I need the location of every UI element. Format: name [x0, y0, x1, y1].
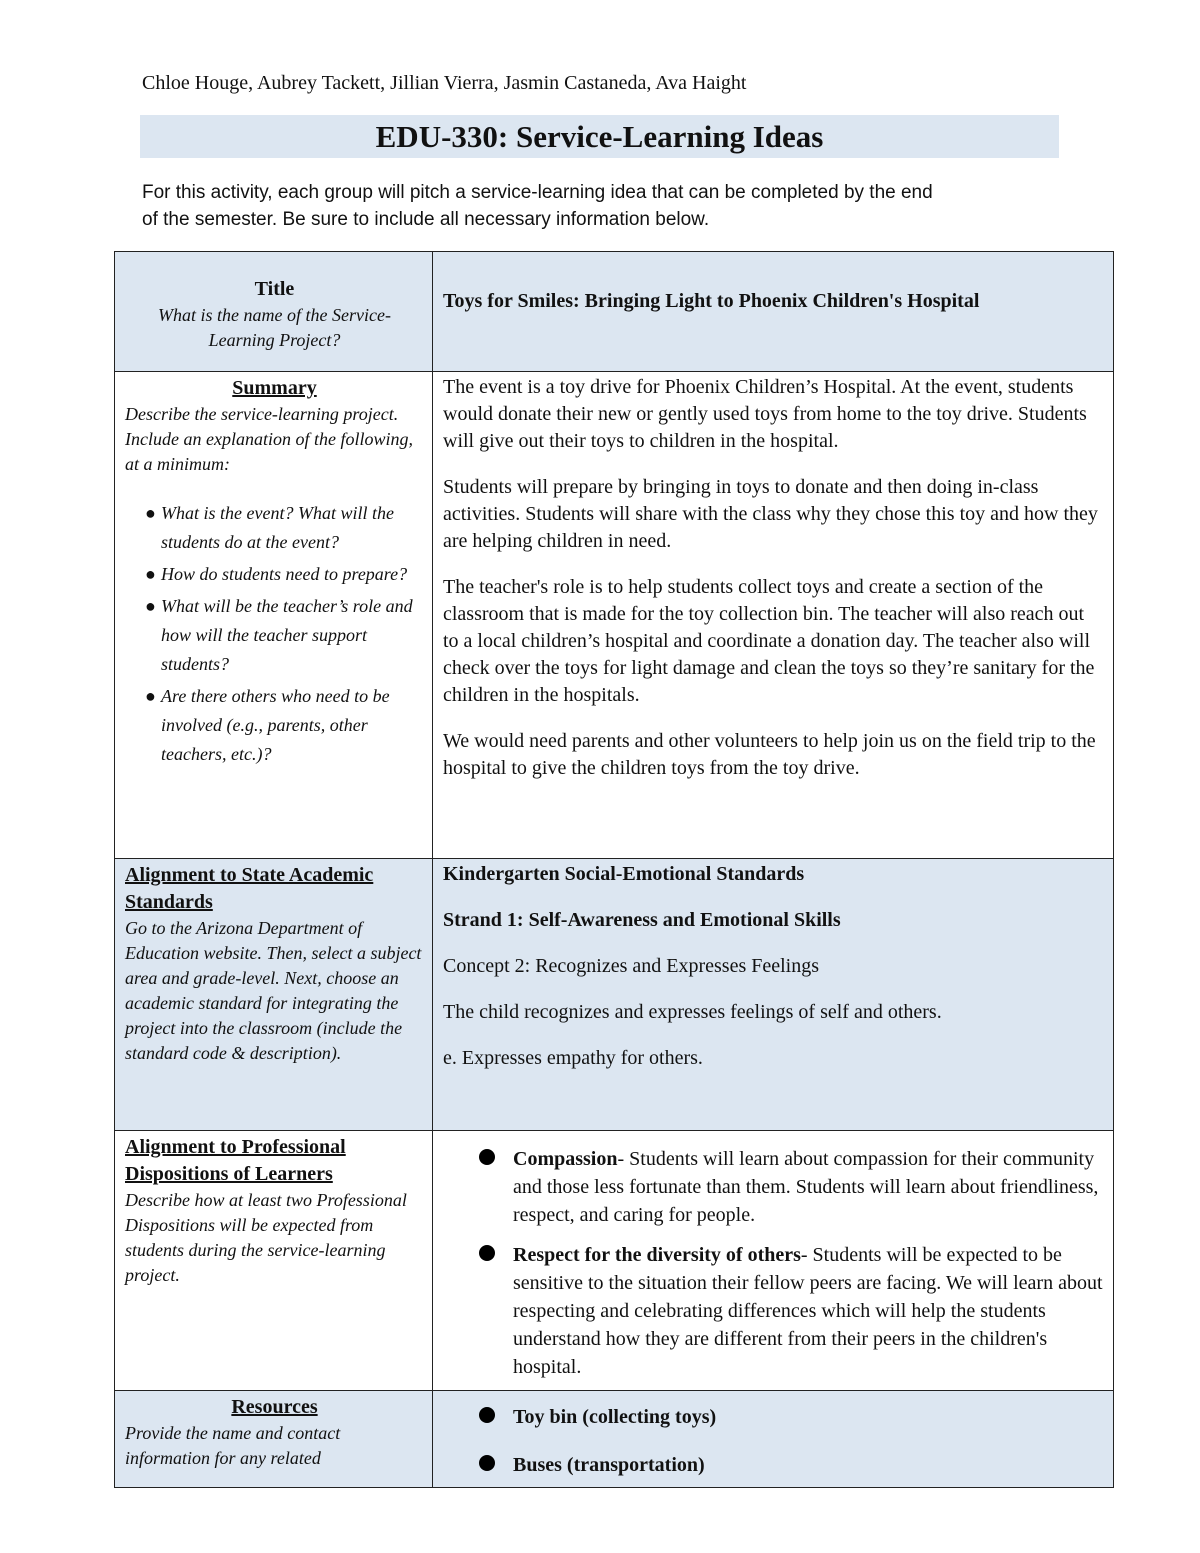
summary-question: ● What will be the teacher’s role and how will the teacher support students?	[145, 592, 424, 679]
resources-prompt: Provide the name and contact information for any related	[125, 1423, 341, 1468]
project-table	[114, 251, 1114, 1488]
summary-paragraph: Students will prepare by bringing in toys to donate and then doing in-class activities. Students will share with the class why they chose this toy and how they are helping children in need.	[443, 476, 1098, 552]
bullet-icon	[479, 1407, 495, 1423]
resources-label-cell	[115, 1391, 433, 1488]
summary-heading: Summary	[232, 377, 317, 399]
disposition-item: Compassion- Students will learn about compassion for their community and those less fortunate than them. Students will learn about friendliness, respect, and caring for people.	[479, 1145, 1113, 1229]
bullet-icon	[479, 1149, 495, 1165]
dispositions-list	[433, 1131, 1113, 1381]
dispositions-label-cell	[115, 1131, 433, 1391]
authors-line: Chloe Houge, Aubrey Tackett, Jillian Vierra, Jasmin Castaneda, Ava Haight	[142, 72, 747, 94]
dispositions-heading: Alignment to Professional Dispositions of Learners	[125, 1136, 346, 1185]
project-title-cell	[433, 252, 1114, 372]
disposition-item: Respect for the diversity of others- Students will be expected to be sensitive to the situation their fellow peers are facing. We will learn about respecting and celebrating differences which will help the students understand how they are different from their peers in the children's hospital.	[479, 1241, 1113, 1381]
dispositions-row	[115, 1131, 1114, 1391]
intro-text	[142, 179, 1062, 233]
bullet-icon: ●	[145, 503, 156, 523]
standards-grade: Kindergarten Social-Emotional Standards	[443, 863, 805, 885]
summary-paragraph: The teacher's role is to help students collect toys and create a section of the classroom that is made for the toy collection bin. The teacher will also reach out to a local children’s hospital and coordinate a donation day. The teacher also will check over the toys for light damage and clean the toys so they’re sanitary for the children in the hospitals.	[443, 576, 1095, 706]
summary-question: ● How do students need to prepare?	[145, 560, 424, 589]
standards-answer-cell	[433, 859, 1114, 1131]
project-title: Toys for Smiles: Bringing Light to Phoenix Children's Hospital	[443, 290, 980, 312]
summary-paragraph: The event is a toy drive for Phoenix Children’s Hospital. At the event, students would donate their new or gently used toys from home to the toy drive. Students will give out their toys to children in the hospital.	[443, 376, 1087, 452]
resource-item: Toy bin (collecting toys)	[479, 1403, 1113, 1431]
summary-question: ● What is the event? What will the students do at the event?	[145, 499, 424, 557]
standards-prompt: Go to the Arizona Department of Education website. Then, select a subject area and grade-level. Next, choose an academic standard for integrating the project into the classroom (include the standard code & description).	[125, 918, 422, 1063]
dispositions-prompt: Describe how at least two Professional Dispositions will be expected from students during the service-learning project.	[125, 1190, 407, 1285]
resources-list	[433, 1391, 1113, 1479]
standards-row	[115, 859, 1114, 1131]
standards-indicator: e. Expresses empathy for others.	[443, 1047, 703, 1069]
summary-answer-cell	[433, 372, 1114, 859]
summary-prompt: Describe the service-learning project. Include an explanation of the following, at a minimum:	[125, 404, 413, 474]
bullet-icon: ●	[145, 686, 156, 706]
resource-item: Buses (transportation)	[479, 1451, 1113, 1479]
summary-question: ● Are there others who need to be involved (e.g., parents, other teachers, etc.)?	[145, 682, 424, 769]
standards-heading: Alignment to State Academic Standards	[125, 864, 374, 913]
title-label-cell	[115, 252, 433, 372]
standards-label-cell	[115, 859, 433, 1131]
title-heading: Title	[254, 278, 295, 300]
standards-description: The child recognizes and expresses feelings of self and others.	[443, 1001, 942, 1023]
standards-strand: Strand 1: Self-Awareness and Emotional Skills	[443, 909, 841, 931]
resources-row	[115, 1391, 1114, 1488]
bullet-icon	[479, 1455, 495, 1471]
resources-heading: Resources	[231, 1396, 318, 1418]
standards-concept: Concept 2: Recognizes and Expresses Feelings	[443, 955, 820, 977]
title-row	[115, 252, 1114, 372]
intro-line-1: For this activity, each group will pitch a service-learning idea that can be completed by the end	[142, 182, 933, 203]
intro-line-2: of the semester. Be sure to include all necessary information below.	[142, 209, 710, 230]
dispositions-answer-cell	[433, 1131, 1114, 1391]
summary-row	[115, 372, 1114, 859]
bullet-icon: ●	[145, 596, 156, 616]
bullet-icon	[479, 1245, 495, 1261]
summary-paragraph: We would need parents and other volunteers to help join us on the field trip to the hospital to give the children toys from the toy drive.	[443, 730, 1096, 779]
document-title: EDU-330: Service-Learning Ideas	[140, 115, 1059, 158]
summary-questions	[125, 499, 424, 769]
summary-label-cell	[115, 372, 433, 859]
bullet-icon: ●	[145, 564, 156, 584]
resources-answer-cell	[433, 1391, 1114, 1488]
title-prompt: What is the name of the Service-Learning Project?	[158, 305, 391, 350]
